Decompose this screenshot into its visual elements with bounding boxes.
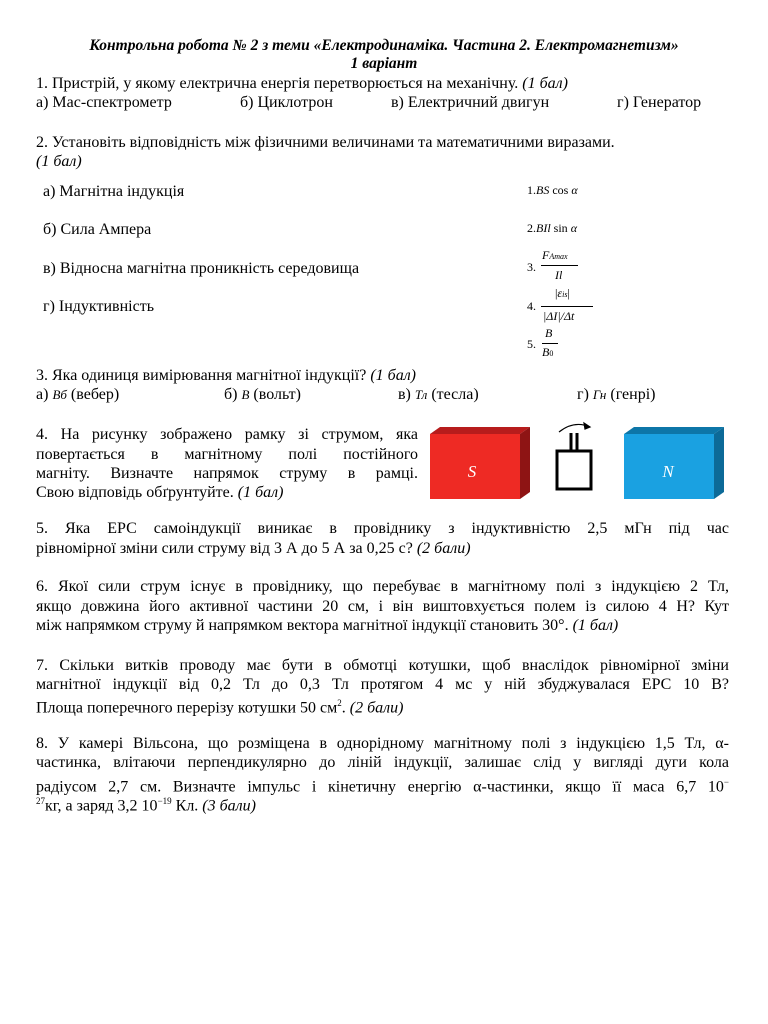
- magnet-figure: [428, 414, 730, 501]
- q7-line-3: Площа поперечного перерізу котушки 50 $см^2$. (2 бали): [36, 698, 404, 717]
- q6-line-3: між напрямком струму й напрямком вектора магнітної індукції становить 30°. (1 бал): [36, 617, 619, 634]
- q2-left-b: б) Сила Ампера: [43, 221, 152, 238]
- formula-3-number: 3.: [527, 260, 536, 274]
- q8-line-3: радіусом 2,7 см. Визначте імпульс і кінетичну енергію α-частинки, якщо її маса 6,7 10−: [36, 777, 729, 796]
- formula-3-bar: [541, 265, 578, 266]
- q7-line-2: магнітної індукції від 0,2 Тл до 0,3 Тл протягом 4 мс у ній збуджувалася ЕРС 10 В?: [36, 676, 729, 693]
- formula-1: 1.BS cos α: [527, 183, 578, 197]
- formula-4-numerator: |εis|: [555, 286, 570, 300]
- q6-line-1: 6. Якої сили струм існує в провіднику, що перебуває в магнітному полі з індукцією 2 Тл,: [36, 578, 729, 595]
- north-magnet: [624, 427, 724, 499]
- rotation-arrow-icon: [559, 423, 590, 432]
- q8-line-4: $^{27}$кг, а заряд 3,2 $10^{-19}$ Кл. (3 бали): [36, 796, 256, 815]
- formula-5-denominator: B0: [542, 345, 554, 359]
- magnet-s-label: S: [467, 462, 477, 481]
- q2-left-d: г) Індуктивність: [43, 298, 154, 315]
- q2-left-a: а) Магнітна індукція: [43, 183, 185, 200]
- formula-3-numerator: FAmax: [542, 248, 568, 262]
- formula-4-bar: [541, 306, 593, 307]
- q2-points: (1 бал): [36, 153, 82, 170]
- formula-2: 2.BIl sin α: [527, 221, 577, 235]
- south-magnet: [430, 427, 530, 499]
- q3-option-d: г) Гн (генрі): [577, 386, 656, 403]
- q7-line-1: 7. Скільки витків проводу має бути в обмотці котушки, щоб внаслідок рівномірної зміни: [36, 657, 729, 674]
- q2-left-c: в) Відносна магнітна проникність середовища: [43, 260, 360, 277]
- q1-text: 1. Пристрій, у якому електрична енергія перетворюється на механічну. (1 бал): [36, 75, 568, 92]
- q3-option-b: б) В (вольт): [224, 386, 301, 403]
- formula-4-denominator: |ΔI|/Δt: [543, 309, 575, 323]
- q2-text: 2. Установіть відповідність між фізичними величинами та математичними виразами.: [36, 134, 615, 151]
- q3-option-a: а) Вб (вебер): [36, 386, 120, 403]
- q3-text: 3. Яка одиниця вимірювання магнітної індукції? (1 бал): [36, 367, 417, 384]
- q8-line-2: частинка, влітаючи перпендикулярно до ліній індукції, залишає слід у вигляді дуги кола: [36, 754, 729, 771]
- q1-option-d: г) Генератор: [617, 94, 702, 111]
- q4-line-4: Свою відповідь обґрунтуйте. (1 бал): [36, 484, 284, 501]
- q8-line-1: 8. У камері Вільсона, що розміщена в однорідному магнітному полі з індукцією 1,5 Тл, α-: [36, 735, 729, 752]
- formula-5-numerator: B: [545, 326, 553, 340]
- magnet-n-label: N: [662, 462, 674, 481]
- page-title: Контрольна робота № 2 з теми «Електродинаміка. Частина 2. Електромагнетизм»: [89, 37, 679, 54]
- q5-line-2: рівномірної зміни сили струму від 3 А до 5 А за 0,25 с? (2 бали): [36, 540, 471, 557]
- q1-option-a: а) Мас-спектрометр: [36, 94, 172, 111]
- formula-5-number: 5.: [527, 337, 536, 351]
- q6-line-2: якщо довжина його активної частини 20 см, і він виштовхується полем із силою 4 Н? Кут: [36, 598, 729, 615]
- q1-option-b: б) Циклотрон: [240, 94, 333, 111]
- formula-4-number: 4.: [527, 299, 536, 313]
- q4-line-2: повертається в магнітному полі постійного: [36, 446, 418, 463]
- variant-title: 1 варіант: [350, 55, 418, 72]
- q4-line-1: 4. На рисунку зображено рамку зі струмом, яка: [36, 426, 418, 443]
- q4-line-3: магніту. Визначте напрямок струму в рамці.: [36, 465, 418, 482]
- q1-option-c: в) Електричний двигун: [391, 94, 550, 111]
- q5-line-1: 5. Яка ЕРС самоіндукції виникає в провіднику з індуктивністю 2,5 мГн під час: [36, 520, 729, 537]
- current-frame: [557, 433, 591, 489]
- formula-5-bar: [542, 343, 558, 344]
- q3-option-c: в) Тл (тесла): [398, 386, 479, 403]
- formula-3-denominator: Il: [555, 268, 563, 282]
